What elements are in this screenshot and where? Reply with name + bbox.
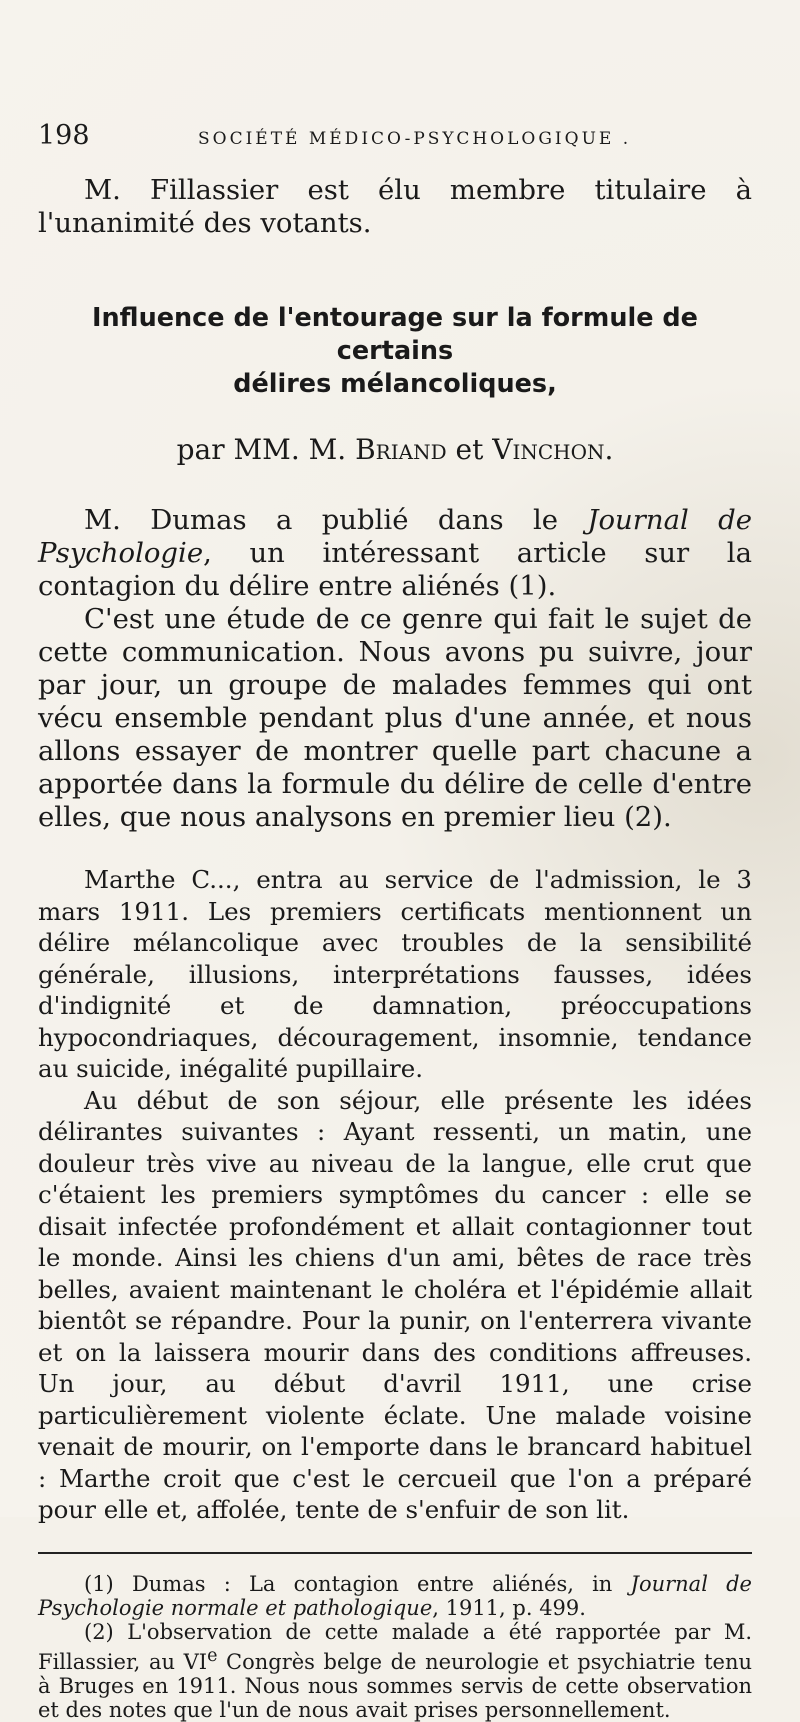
byline-prefix: par MM. M.	[176, 433, 356, 466]
footnote-rule	[38, 1552, 752, 1554]
footnote-2-text-b: Congrès belge de neurologie et psychiatrie tenu à Bruges en 1911. Nous nous sommes servis de cette observation et des notes que l'un de nous avait prises personnellement.	[38, 1649, 753, 1722]
running-head	[38, 120, 752, 160]
byline-suffix: .	[604, 433, 614, 466]
running-title: SOCIÉTÉ MÉDICO-PSYCHOLOGIQUE .	[198, 129, 632, 149]
footnote-2	[38, 1620, 752, 1722]
author-vinchon: Vinchon	[492, 433, 605, 466]
footnote-1-text-b: , 1911, p. 499.	[432, 1595, 586, 1620]
intro-paragraph-2: C'est une étude de ce genre qui fait le sujet de cette communication. Nous avons pu suivre, jour par jour, un groupe de malades femmes qui ont vécu ensemble pendant plus d'une année, et nous allons essayer de montrer quelle part chacune a apportée dans la formule du délire de celle d'entre elles, que nous analysons en premier lieu (2).	[38, 603, 752, 833]
election-notice: M. Fillassier est élu membre titulaire à l'unanimité des votants.	[38, 174, 752, 239]
byline-mid: et	[446, 433, 493, 466]
section-gap	[38, 834, 752, 864]
footnote-2-superscript: e	[207, 1645, 218, 1666]
page-number: 198	[38, 120, 90, 151]
article-title-line1: Influence de l'entourage sur la formule de certains	[92, 303, 698, 366]
footnote-2-text-a: (2) L'observation de cette malade a été rapportée par M. Fillassier, au VI	[38, 1619, 752, 1674]
case-paragraph-2: Au début de son séjour, elle présente les idées délirantes suivantes : Ayant ressenti, un matin, une douleur très vive au niveau de la langue, elle crut que c'étaient les premiers symptômes du cancer : elle se disait infectée profondément et allait contagionner tout le monde. Ainsi les chiens d'un ami, bêtes de race très belles, avaient maintenant le choléra et l'épidémie allait bientôt se répandre. Pour la punir, on l'enterrera vivante et on la laissera mourir dans des conditions affreuses. Un jour, au début d'avril 1911, une crise particulièrement violente éclate. Une malade voisine venait de mourir, on l'emporte dans le brancard habituel : Marthe croit que c'est le cercueil que l'on a préparé pour elle et, affolée, tente de s'enfuir de son lit.	[38, 1085, 752, 1524]
footnote-1-text-a: (1) Dumas : La contagion entre aliénés, in	[84, 1571, 631, 1596]
intro-paragraph-1	[38, 504, 752, 603]
author-briand: Briand	[355, 433, 447, 466]
byline	[38, 433, 752, 466]
intro-p1-text-a: M. Dumas a publié dans le	[84, 504, 588, 536]
article-title-line2: délires mélancoliques,	[233, 369, 557, 399]
article-title	[38, 302, 752, 401]
intro-p1-text-b: , un intéressant article sur la contagion du délire entre aliénés (1).	[38, 537, 752, 602]
footnote-1	[38, 1572, 752, 1620]
case-paragraph-1: Marthe C..., entra au service de l'admission, le 3 mars 1911. Les premiers certificats mentionnent un délire mélancolique avec troubles de la sensibilité générale, illusions, interprétations fausses, idées d'indignité et de damnation, préoccupations hypocondriaques, découragement, insomnie, tendance au suicide, inégalité pupillaire.	[38, 865, 752, 1083]
footnote-1-journal: Journal de Psychologie normale et pathologique	[38, 1571, 752, 1620]
journal-title-italic: Journal de Psychologie	[38, 504, 752, 569]
